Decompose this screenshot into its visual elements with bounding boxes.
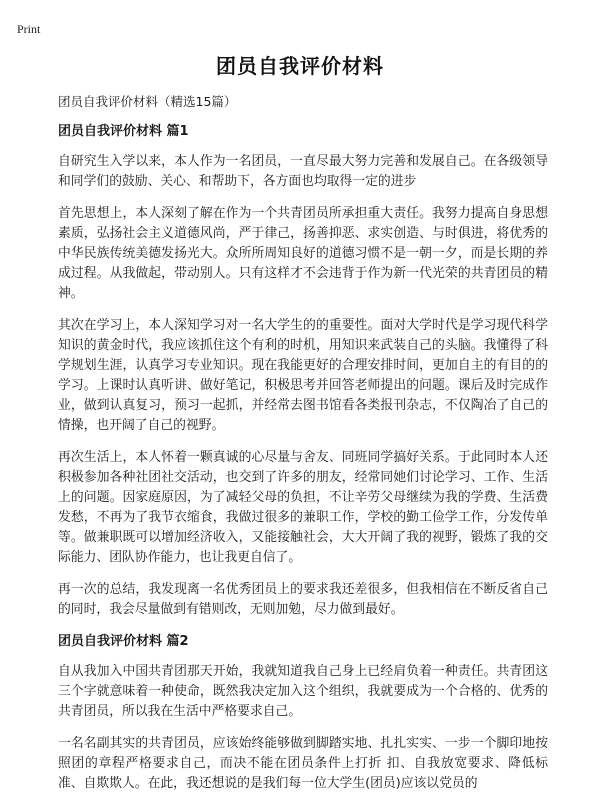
paragraph: 再一次的总结，我发现离一名优秀团员上的要求我还差很多，但我相信在不断反省自己的同时，我会尽量做到有错则改，无则加勉，尽力做到最好。 — [58, 582, 548, 617]
paragraph: 再次生活上，本人怀着一颗真诚的心尽量与舍友、同班同学搞好关系。于此同时本人还积极参加各种社团社交活动，也交到了许多的朋友，经常同她们讨论学习、工作、生活上的问题。因家庭原因，为了减轻父母的负担，不让辛劳父母继续为我的学费、生活费发愁，不再为了我节衣缩食，我做过很多的兼职工作，学校的勤工俭学工作，分发传单等。做兼职既可以增加经济收入，又能接触社会，大大开阔了我的视野，锻炼了我的交际能力、团队协作能力，也让我更自信了。 — [58, 450, 548, 565]
section-heading-2: 团员自我评价材料 篇2 — [58, 634, 189, 649]
paragraph: 一名名副其实的共青团员，应该始终能够做到脚踏实地、扎扎实实、一步一个脚印地按照团的章程严格要求自己，而决不能在团员条件上打折 扣、自我放宽要求、降低标准、自欺欺人。在此，我还想说的是我们每一位大学生(团员)应该以党员的 — [58, 736, 548, 791]
document-subtitle: 团员自我评价材料（精选15篇） — [58, 94, 237, 109]
paragraph: 其次在学习上，本人深知学习对一名大学生的的重要性。面对大学时代是学习现代科学知识的黄金时代，我应该抓住这个有利的时机，用知识来武装自己的头脑。我懂得了科学规划生涯，认真学习专业知识。现在我能更好的合理安排时间，更加自主的有目的的学习。上课时认真听讲、做好笔记，积极思考并回答老师提出的问题。课后及时完成作业，做到认真复习，预习一起抓，并经常去图书馆看各类报刊杂志，不仅陶冶了自己的情操，也开阔了自己的视野。 — [58, 318, 548, 433]
page-title: 团员自我评价材料 — [216, 54, 384, 78]
section-heading-1: 团员自我评价材料 篇1 — [58, 124, 189, 139]
paragraph: 首先思想上，本人深刻了解在作为一个共青团员所承担重大责任。我努力提高自身思想素质，弘扬社会主义道德风尚，严于律己，扬善抑恶、求实创造、与时俱进，将优秀的中华民族传统美德发扬光大。众所所周知良好的道德习惯不是一朝一夕，而是长期的养成过程。从我做起，带动别人。只有这样才不会违背于作为新一代光荣的共青团员的精神。 — [58, 206, 548, 301]
print-link[interactable]: Print — [17, 22, 41, 36]
paragraph: 自从我加入中国共青团那天开始，我就知道我自己身上已经肩负着一种责任。共青团这三个字就意味着一种使命，既然我决定加入这个组织，我就要成为一个合格的、优秀的共青团员，所以我在生活中严格要求自己。 — [58, 664, 548, 719]
document-body — [58, 92, 548, 806]
paragraph: 自研究生入学以来，本人作为一名团员，一直尽最大努力完善和发展自己。在各级领导和同学们的鼓励、关心、和帮助下，各方面也均取得一定的进步 — [58, 154, 548, 189]
